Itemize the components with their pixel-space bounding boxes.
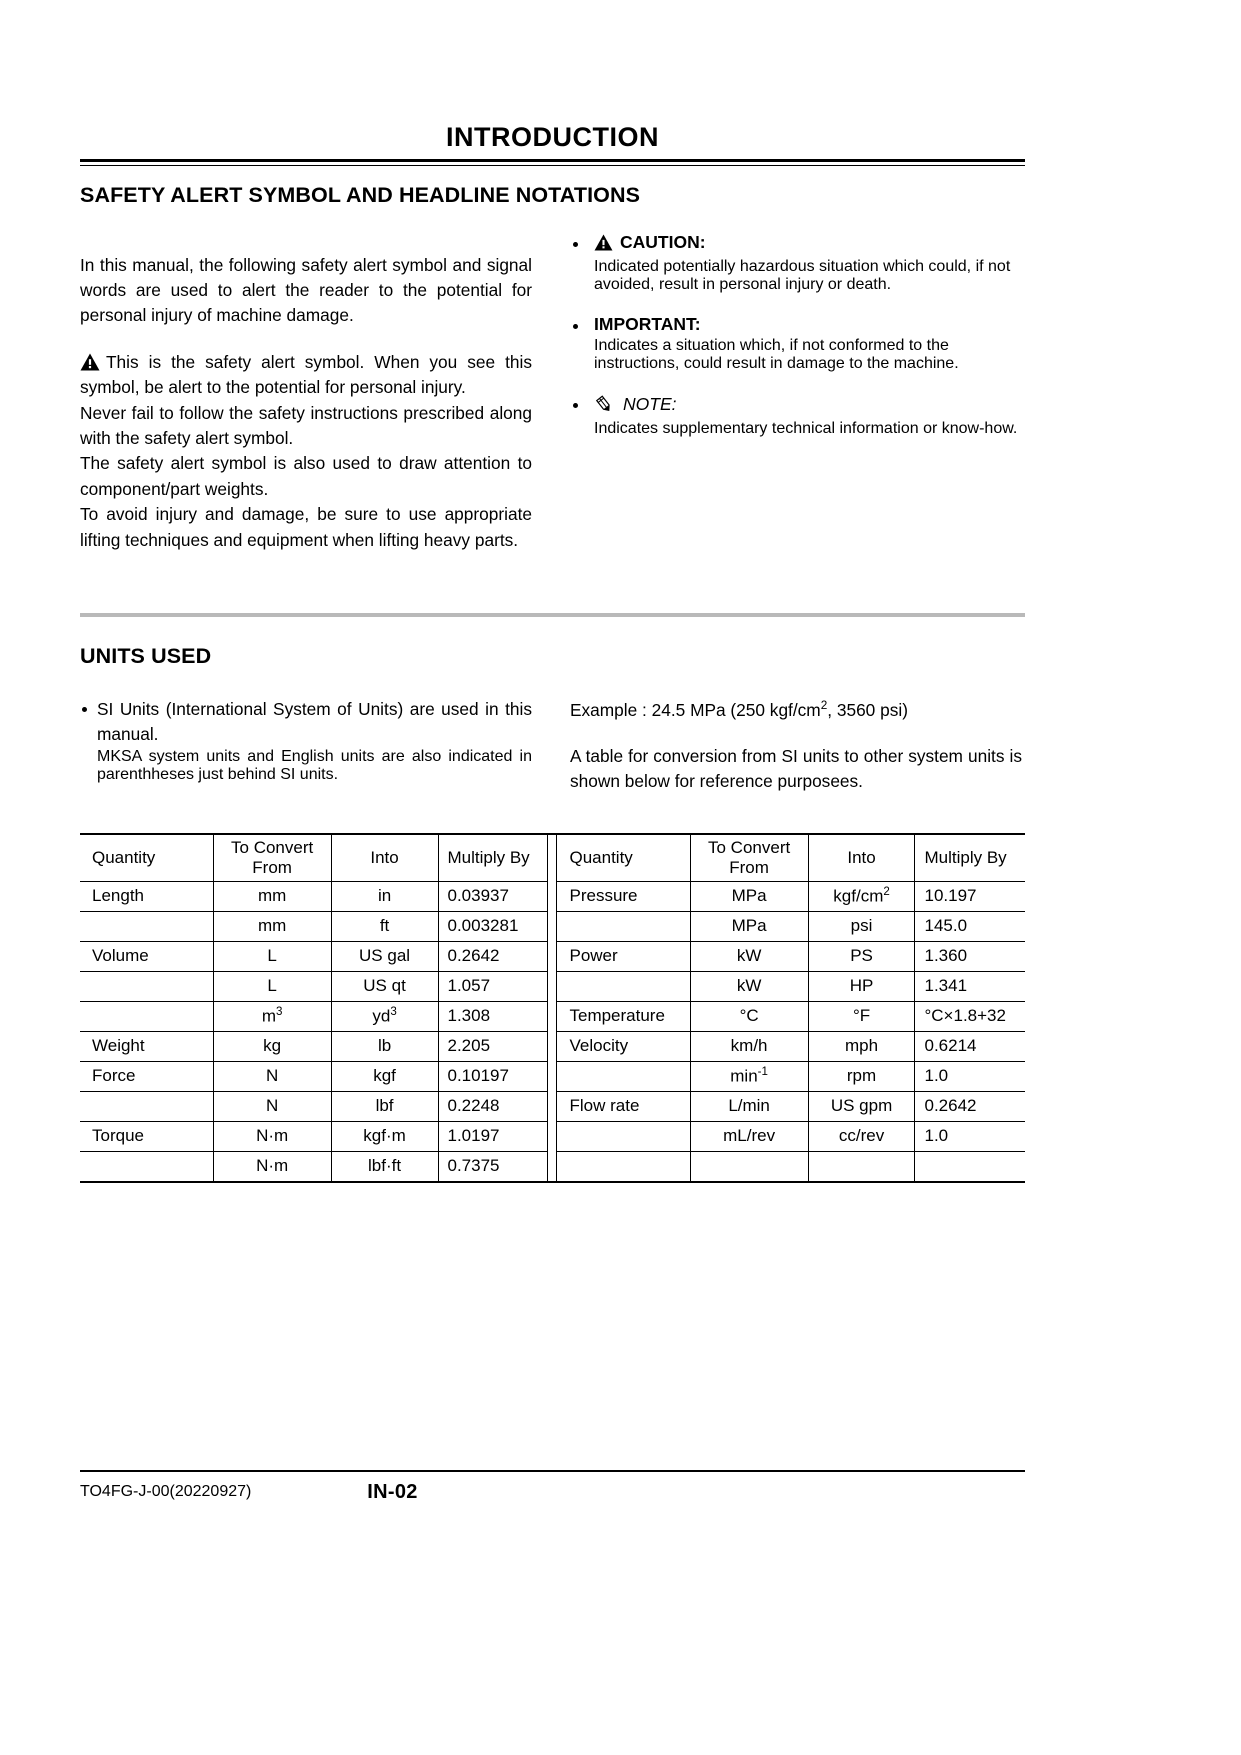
pencil-icon <box>594 393 616 418</box>
cell-into-left: kgf·m <box>331 1121 438 1151</box>
table-gap-column <box>548 881 557 911</box>
safety-left-column <box>80 232 532 554</box>
cell-multiply-by-right: 0.6214 <box>915 1031 1025 1061</box>
cell-into-right: psi <box>808 911 915 941</box>
cell-multiply-by-left: 1.308 <box>438 1001 548 1031</box>
section-heading-safety-alert: SAFETY ALERT SYMBOL AND HEADLINE NOTATIONS <box>80 183 641 207</box>
cell-into-left: lbf·ft <box>331 1151 438 1182</box>
cell-multiply-by-left: 0.7375 <box>438 1151 548 1182</box>
signal-word-list <box>570 232 1022 438</box>
cell-into-left: kgf <box>331 1061 438 1091</box>
table-row <box>80 1091 1025 1121</box>
cell-into-right: rpm <box>808 1061 915 1091</box>
table-gap-column <box>548 971 557 1001</box>
table-gap-column <box>548 941 557 971</box>
cell-into-left: lbf <box>331 1091 438 1121</box>
cell-quantity-right <box>557 1151 690 1182</box>
table-gap-column <box>548 911 557 941</box>
cell-quantity-right: Power <box>557 941 690 971</box>
caution-body: Indicated potentially hazardous situation which could, if not avoided, result in personal injury or death. <box>594 257 1011 293</box>
cell-convert-from-left: L <box>213 941 331 971</box>
cell-multiply-by-left: 0.003281 <box>438 911 548 941</box>
cell-quantity-right <box>557 911 690 941</box>
table-gap-column <box>548 1151 557 1182</box>
cell-into-right: cc/rev <box>808 1121 915 1151</box>
cell-quantity-left: Volume <box>80 941 213 971</box>
cell-multiply-by-left: 0.10197 <box>438 1061 548 1091</box>
column-header-into-left: Into <box>331 834 438 882</box>
conversion-table-wrapper <box>80 833 1025 1183</box>
table-row <box>80 1001 1025 1031</box>
cell-quantity-right: Velocity <box>557 1031 690 1061</box>
cell-convert-from-left: N·m <box>213 1151 331 1182</box>
safety-paragraph-2-text: This is the safety alert symbol. When you see this symbol, be alert to the potential for personal injury. <box>80 351 532 398</box>
cell-into-right: mph <box>808 1031 915 1061</box>
section-separator <box>80 613 1025 617</box>
table-gap-column <box>548 1121 557 1151</box>
table-row <box>80 911 1025 941</box>
cell-multiply-by-right: 0.2642 <box>915 1091 1025 1121</box>
units-columns <box>80 697 1025 795</box>
cell-convert-from-left: N·m <box>213 1121 331 1151</box>
cell-into-right: HP <box>808 971 915 1001</box>
footer-page-number: IN-02 <box>367 1481 418 1503</box>
safety-alert-triangle-icon <box>594 234 613 256</box>
table-header-row <box>80 834 1025 882</box>
page-content <box>80 0 1025 1183</box>
cell-into-left: $yd^3$ <box>331 1001 438 1031</box>
units-table-note: A table for conversion from SI units to other system units is shown below for reference purposees. <box>570 745 1022 792</box>
important-label: IMPORTANT: <box>594 313 701 334</box>
table-gap-column <box>548 1001 557 1031</box>
units-bullet-1-sub: MKSA system units and English units are also indicated in parenthheses just behind SI units. <box>97 747 532 783</box>
section-heading-units-used: UNITS USED <box>80 644 212 669</box>
safety-paragraph-4: The safety alert symbol is also used to draw attention to component/part weights. <box>80 453 532 499</box>
cell-quantity-left: Force <box>80 1061 213 1091</box>
cell-quantity-left <box>80 971 213 1001</box>
cell-into-left: ft <box>331 911 438 941</box>
cell-convert-from-left: N <box>213 1061 331 1091</box>
unit-conversion-table <box>80 833 1025 1183</box>
column-header-multiply-by-left: Multiply By <box>438 834 548 882</box>
table-row <box>80 881 1025 911</box>
cell-convert-from-right: km/h <box>690 1031 808 1061</box>
cell-convert-from-right: L/min <box>690 1091 808 1121</box>
cell-into-right: kgf/$cm^2$ <box>808 881 915 911</box>
table-row <box>80 1061 1025 1091</box>
column-header-quantity-right: Quantity <box>557 834 690 882</box>
safety-paragraph-5: To avoid injury and damage, be sure to use appropriate lifting techniques and equipment when lifting heavy parts. <box>80 504 532 550</box>
table-row <box>80 1151 1025 1182</box>
caution-label: CAUTION: <box>620 231 706 252</box>
column-header-convert-from-left: To Convert From <box>213 834 331 882</box>
cell-convert-from-left: $m^3$ <box>213 1001 331 1031</box>
signal-word-note <box>570 393 1022 438</box>
note-label: NOTE: <box>623 393 677 414</box>
note-body: Indicates supplementary technical information or know-how. <box>594 419 1018 437</box>
signal-word-caution <box>570 232 1022 294</box>
cell-multiply-by-right: 10.197 <box>915 881 1025 911</box>
cell-multiply-by-right: 145.0 <box>915 911 1025 941</box>
column-header-multiply-by-right: Multiply By <box>915 834 1025 882</box>
cell-quantity-right <box>557 1061 690 1091</box>
units-example-superscript: 2 <box>820 698 828 712</box>
cell-quantity-left <box>80 911 213 941</box>
cell-multiply-by-left: 1.057 <box>438 971 548 1001</box>
column-header-convert-from-right: To Convert From <box>690 834 808 882</box>
units-example-suffix: , 3560 psi) <box>827 699 908 720</box>
cell-convert-from-right: $\min^{-1}$ <box>690 1061 808 1091</box>
cell-quantity-right: Flow rate <box>557 1091 690 1121</box>
cell-quantity-left <box>80 1091 213 1121</box>
cell-into-right: °F <box>808 1001 915 1031</box>
cell-convert-from-right: kW <box>690 941 808 971</box>
cell-multiply-by-right: °C×1.8+32 <box>915 1001 1025 1031</box>
cell-convert-from-left: mm <box>213 881 331 911</box>
safety-paragraph-2 <box>80 350 532 401</box>
cell-multiply-by-left: 2.205 <box>438 1031 548 1061</box>
cell-quantity-left <box>80 1001 213 1031</box>
cell-convert-from-left: kg <box>213 1031 331 1061</box>
note-label-line <box>594 393 1022 418</box>
cell-multiply-by-left: 0.2642 <box>438 941 548 971</box>
cell-into-left: lb <box>331 1031 438 1061</box>
page-footer <box>80 1470 1025 1511</box>
header-divider <box>80 159 1025 166</box>
safety-paragraph-1: In this manual, the following safety alert symbol and signal words are used to alert the reader to the potential for personal injury of machine damage. <box>80 254 532 326</box>
footer-divider <box>80 1470 1025 1472</box>
table-gap-column <box>548 1061 557 1091</box>
cell-quantity-right <box>557 1121 690 1151</box>
cell-into-right <box>808 1151 915 1182</box>
cell-convert-from-left: N <box>213 1091 331 1121</box>
cell-multiply-by-right <box>915 1151 1025 1182</box>
cell-convert-from-right: MPa <box>690 911 808 941</box>
cell-quantity-right: Pressure <box>557 881 690 911</box>
cell-into-left: US gal <box>331 941 438 971</box>
footer-row <box>80 1481 1025 1511</box>
cell-multiply-by-left: 0.03937 <box>438 881 548 911</box>
units-bullet-1: SI Units (International System of Units) are used in this manual. <box>80 697 532 748</box>
signal-word-important <box>570 314 1022 373</box>
cell-quantity-left <box>80 1151 213 1182</box>
table-row <box>80 971 1025 1001</box>
footer-doc-code: TO4FG-J-00(20220927) <box>80 1483 252 1500</box>
cell-into-left: in <box>331 881 438 911</box>
important-body: Indicates a situation which, if not conformed to the instructions, could result in damage to the machine. <box>594 336 959 372</box>
caution-label-line <box>594 232 1022 256</box>
section-safety-columns <box>80 232 1025 554</box>
table-gap-column <box>548 1091 557 1121</box>
safety-alert-triangle-icon <box>80 353 100 371</box>
cell-quantity-right: Temperature <box>557 1001 690 1031</box>
table-gap-column <box>548 1031 557 1061</box>
cell-into-right: US gpm <box>808 1091 915 1121</box>
table-row <box>80 1121 1025 1151</box>
table-row <box>80 1031 1025 1061</box>
safety-paragraph-3: Never fail to follow the safety instructions prescribed along with the safety alert symbol. <box>80 402 532 449</box>
cell-into-left: US qt <box>331 971 438 1001</box>
units-left-column <box>80 697 532 795</box>
table-row <box>80 941 1025 971</box>
units-right-column <box>570 697 1022 795</box>
cell-convert-from-right: MPa <box>690 881 808 911</box>
page-title: INTRODUCTION <box>446 122 659 152</box>
column-header-into-right: Into <box>808 834 915 882</box>
cell-quantity-right <box>557 971 690 1001</box>
cell-multiply-by-right: 1.0 <box>915 1121 1025 1151</box>
cell-convert-from-right <box>690 1151 808 1182</box>
cell-convert-from-right: mL/rev <box>690 1121 808 1151</box>
cell-convert-from-left: L <box>213 971 331 1001</box>
units-example-prefix: Example : 24.5 MPa (250 kgf/cm <box>570 699 821 720</box>
cell-convert-from-left: mm <box>213 911 331 941</box>
cell-multiply-by-left: 1.0197 <box>438 1121 548 1151</box>
column-header-quantity-left: Quantity <box>80 834 213 882</box>
cell-quantity-left: Length <box>80 881 213 911</box>
cell-quantity-left: Torque <box>80 1121 213 1151</box>
cell-quantity-left: Weight <box>80 1031 213 1061</box>
cell-into-right: PS <box>808 941 915 971</box>
units-example <box>570 697 1022 723</box>
cell-convert-from-right: kW <box>690 971 808 1001</box>
cell-convert-from-right: °C <box>690 1001 808 1031</box>
cell-multiply-by-right: 1.341 <box>915 971 1025 1001</box>
cell-multiply-by-left: 0.2248 <box>438 1091 548 1121</box>
cell-multiply-by-right: 1.0 <box>915 1061 1025 1091</box>
cell-multiply-by-right: 1.360 <box>915 941 1025 971</box>
table-gap-column <box>548 834 557 882</box>
safety-right-column <box>570 232 1022 554</box>
